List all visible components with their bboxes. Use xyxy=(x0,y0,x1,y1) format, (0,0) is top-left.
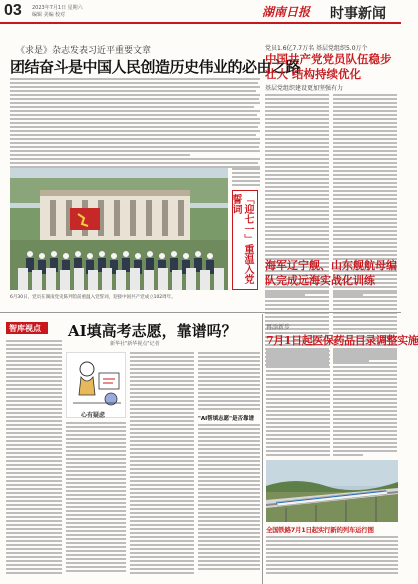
ai-subhead: 新华社"新华视点"记者 xyxy=(110,341,160,347)
ai-headline: AI填高考志愿，靠谱吗？ xyxy=(68,322,237,340)
rail-body-right xyxy=(333,350,397,458)
top-story-body xyxy=(10,78,260,170)
editor-line: 编辑 美编 校对 xyxy=(32,12,66,18)
paper-logo: 湖南日报 xyxy=(262,5,311,19)
photo-caption: 6月30日，党员在湖南党史陈列馆前重温入党誓词，迎接中国共产党成立102周年。 xyxy=(10,295,176,300)
rail-headline: 7月1日起医保药品目录调整实施 xyxy=(266,334,418,347)
vertical-title: 「迎七一」重温入党誓词 xyxy=(230,194,253,284)
top-story-headline: 团结奋斗是中国人民创造历史伟业的必由之路 xyxy=(10,58,301,76)
navy-headline: 海军辽宁舰、山东舰航母编队完成远海实战化训练 xyxy=(265,259,397,287)
ai-body-col3 xyxy=(130,352,194,576)
section-title: 时事新闻 xyxy=(330,6,386,22)
oath-photo xyxy=(10,168,228,290)
ai-body-col4 xyxy=(198,352,260,412)
vertical-title-box xyxy=(232,190,258,290)
page-number: 03 xyxy=(4,2,22,19)
train-photo xyxy=(266,460,398,522)
oath-photo-illustration xyxy=(10,168,228,290)
party-story-subhead: 基层党组织建设更加坚强有力 xyxy=(265,85,344,92)
masthead-rule xyxy=(0,22,401,24)
cartoon-illustration xyxy=(67,353,127,411)
ai-body-col2 xyxy=(66,422,126,574)
masthead xyxy=(0,0,401,22)
cartoon xyxy=(66,352,126,418)
train-photo-illustration xyxy=(266,460,398,522)
party-story-kicker: 党员1.6亿7.7万名 基层党组织5.0万个 xyxy=(265,45,368,52)
rail-bottom-body xyxy=(266,536,398,576)
party-story-headline: 中国共产党党员队伍稳步壮大 结构持续优化 xyxy=(265,52,392,81)
column-divider xyxy=(262,314,263,584)
photo-side-text xyxy=(232,168,260,188)
column-label-box xyxy=(6,322,48,334)
ai-body-col4b xyxy=(198,424,260,572)
ai-mid-heading: "AI帮填志愿"是否靠谱 xyxy=(198,416,255,422)
column-label: 智库视点 xyxy=(9,324,41,333)
cartoon-caption: 心有疑虑 xyxy=(81,412,106,419)
rail-kicker: 再添新步 xyxy=(266,324,291,331)
top-story-kicker: 《求是》杂志发表习近平重要文章 xyxy=(16,46,152,56)
ai-body-col1 xyxy=(6,340,62,576)
rail-body-left xyxy=(266,350,330,458)
section-divider xyxy=(0,312,401,313)
train-photo-caption: 全国铁路7月1日起实行新的列车运行图 xyxy=(266,526,374,534)
date-line: 2023年7月1日 星期六 xyxy=(32,5,83,11)
